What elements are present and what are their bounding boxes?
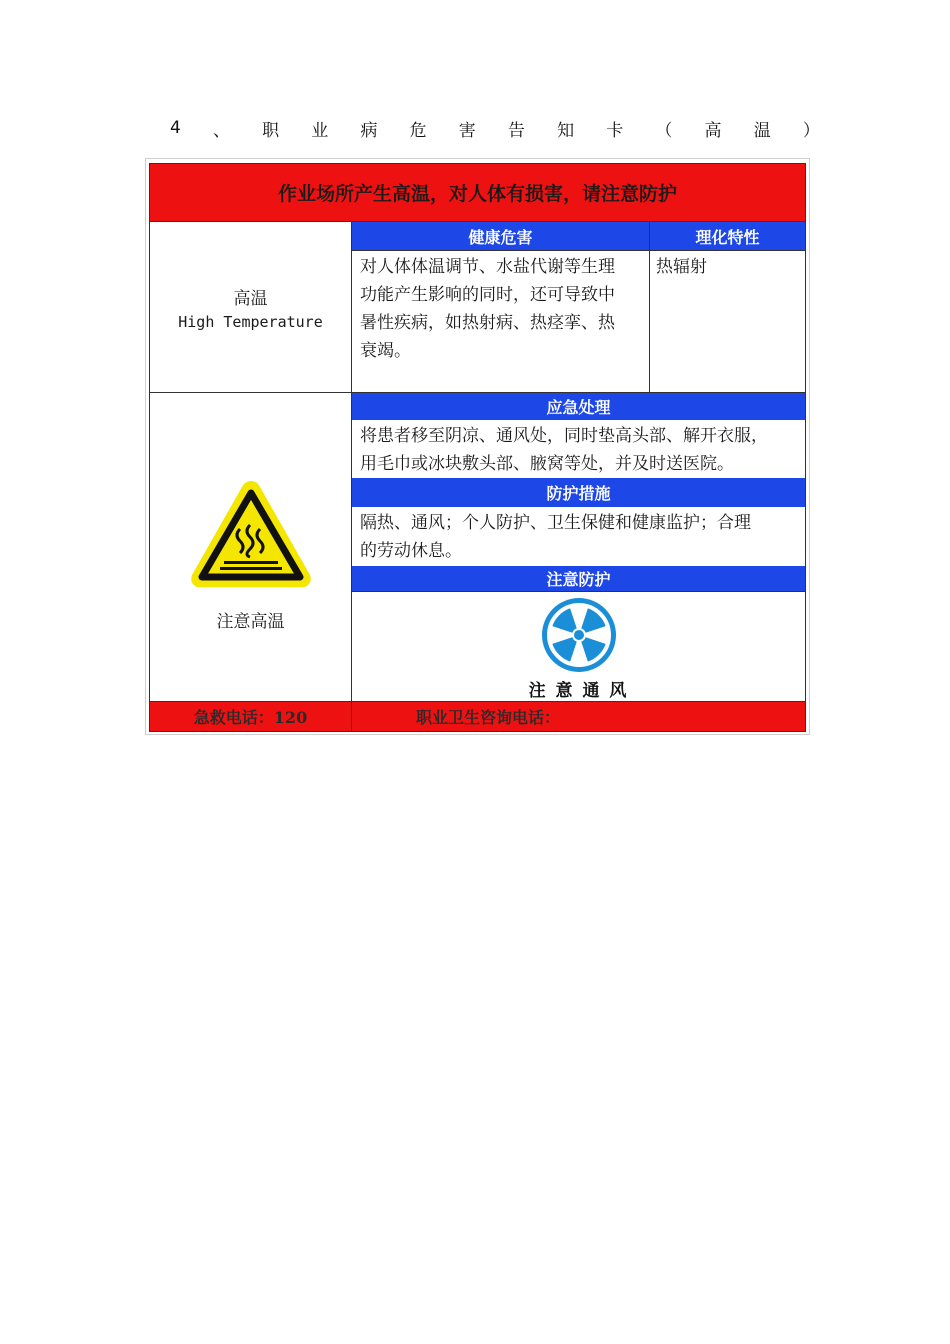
warning-sign-label: 注意高温 <box>216 612 285 632</box>
properties-header-label: 理化特性 <box>695 227 760 247</box>
hazard-name-cell <box>150 222 351 392</box>
health-hazard-text <box>352 251 649 392</box>
properties-header <box>650 222 805 250</box>
properties-value: 热辐射 <box>656 257 707 277</box>
hazard-notice-card <box>149 163 806 732</box>
health-hazard-line: 衰竭。 <box>360 341 411 361</box>
banner-text: 作业场所产生高温，对人体有损害，请注意防护 <box>277 183 677 205</box>
heading-char: 危 <box>409 120 427 141</box>
ventilation-sign-cell <box>352 592 805 701</box>
emergency-line: 用毛巾或冰块敷头部、腋窝等处，并及时送医院。 <box>360 454 734 474</box>
emergency-text <box>352 420 805 478</box>
heading-char: 、 <box>212 120 230 141</box>
heading-char: ） <box>802 120 820 141</box>
hazard-name: 高温 <box>233 288 268 309</box>
emergency-header-label: 应急处理 <box>546 398 611 417</box>
heading-char: 害 <box>458 120 476 141</box>
health-hazard-line: 暑性疾病，如热射病、热痉挛、热 <box>360 313 615 333</box>
hot-surface-warning-icon <box>186 477 316 593</box>
heading-char: 卡 <box>606 120 624 141</box>
heading-char: （ <box>655 120 673 141</box>
footer-emergency-phone <box>150 702 351 731</box>
heading-char: 业 <box>311 120 329 141</box>
heading-char: 病 <box>360 120 378 141</box>
health-hazard-header <box>352 222 649 250</box>
protective-measures-header <box>352 478 805 507</box>
heading-char: 告 <box>507 120 525 141</box>
heading-char: 职 <box>262 120 280 141</box>
divider <box>351 702 352 731</box>
protective-line: 隔热、通风；个人防护、卫生保健和健康监护；合理 <box>360 513 751 533</box>
heading-char: 温 <box>753 120 771 141</box>
emergency-line: 将患者移至阴凉、通风处，同时垫高头部、解开衣服， <box>360 426 768 446</box>
footer-consult-phone <box>416 702 716 731</box>
attention-protection-header <box>352 566 805 591</box>
page-heading <box>170 114 820 142</box>
warning-sign-cell <box>150 393 351 701</box>
card-banner <box>150 164 805 221</box>
emergency-header <box>352 393 805 420</box>
protective-measures-text <box>352 507 805 565</box>
heading-char: 高 <box>704 120 722 141</box>
ventilation-fan-icon <box>540 596 618 674</box>
heading-char: 4 <box>170 118 181 138</box>
health-hazard-line: 功能产生影响的同时，还可导致中 <box>360 285 615 305</box>
footer-consult-text: 职业卫生咨询电话： <box>416 708 561 727</box>
heading-char: 知 <box>557 120 575 141</box>
properties-text <box>650 251 805 392</box>
attention-header-label: 注意防护 <box>546 570 611 589</box>
health-hazard-header-label: 健康危害 <box>468 227 533 247</box>
health-hazard-line: 对人体体温调节、水盐代谢等生理 <box>360 257 615 277</box>
hazard-name-en: High Temperature <box>178 312 323 331</box>
ventilation-label: 注 意 通 风 <box>528 681 629 701</box>
protective-line: 的劳动休息。 <box>360 541 462 561</box>
footer-emergency-text: 急救电话：120 <box>193 708 308 727</box>
protective-header-label: 防护措施 <box>546 484 611 503</box>
